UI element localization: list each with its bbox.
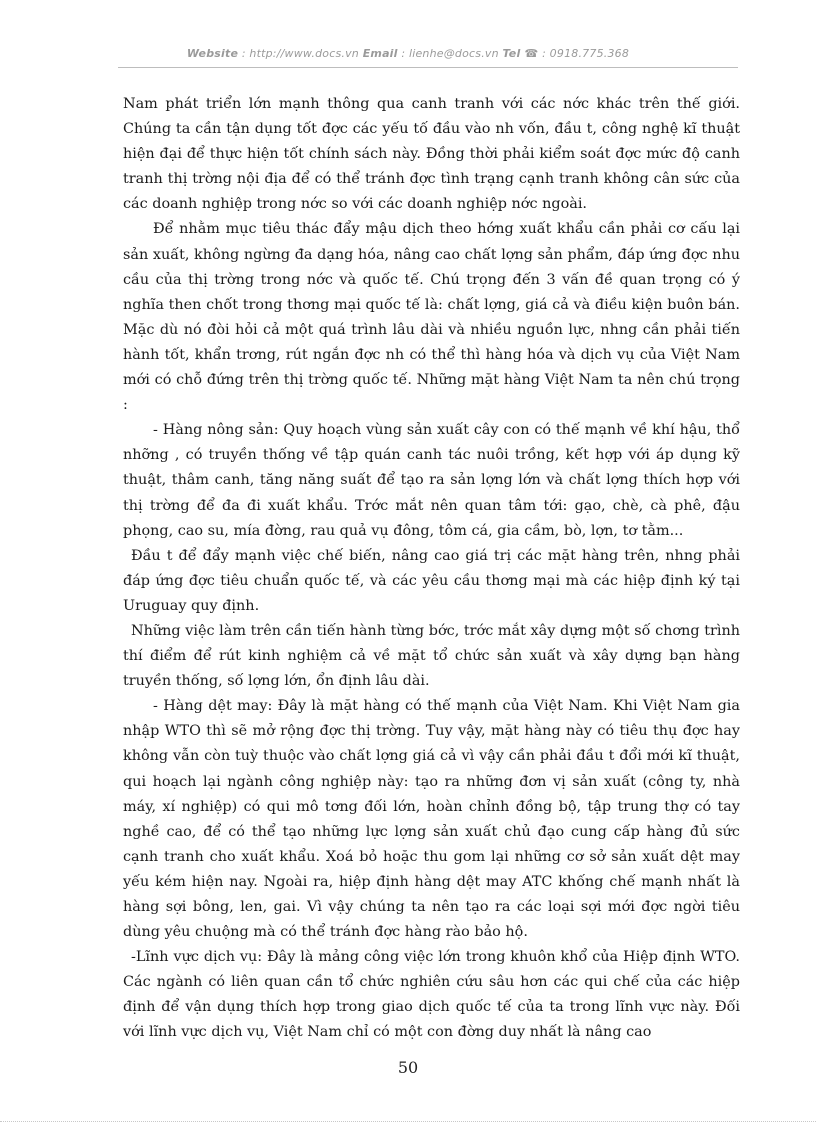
paragraph-1: Nam phát triển lớn mạnh thông qua canh tranh với các nớc khác trên thế giới. Chúng ta cần tận dụng tốt đợc các yếu tố đầu vào nh vốn, đầu t, công nghệ kĩ thuật hiện đại để thực hiện tốt chính sách này. Đồng thời phải kiểm soát đợc mức độ canh tranh thị trờng nội địa để có thể tránh đợc tình trạng cạnh tranh không cân sức của các doanh nghiệp trong nớc so với các doanh nghiệp nớc ngoài. (123, 96, 740, 213)
page-body (123, 92, 740, 1046)
header-divider (118, 67, 738, 68)
paragraph-6: - Hàng dệt may: Đây là mặt hàng có thế mạnh của Việt Nam. Khi Việt Nam gia nhập WTO thì sẽ mở rộng đợc thị trờng. Tuy vậy, mặt hàng này có tiêu thụ đợc hay không vẫn còn tuỳ thuộc vào chất lợng giá cả vì vậy cần phải đầu t đổi mới kĩ thuật, qui hoạch lại ngành công nghiệp này: tạo ra những đơn vị sản xuất (công ty, nhà máy, xí nghiệp) có qui mô tơng đối lớn, hoàn chỉnh đồng bộ, tập trung thợ có tay nghề cao, để có thể tạo những lực lợng sản xuất chủ đạo cung cấp hàng đủ sức cạnh tranh cho xuất khẩu. Xoá bỏ hoặc thu gom lại những cơ sở sản xuất dệt may yếu kém hiện nay. Ngoài ra, hiệp định hàng dệt may ATC khống chế mạnh nhất là hàng sợi bông, len, gai. Vì vậy chúng ta nên tạo ra các loại sợi mới đợc ngời tiêu dùng yêu chuộng mà có thể tránh đợc hàng rào bảo hộ. (123, 698, 740, 941)
email-label: Email (362, 47, 398, 60)
tel-number: : 0918.775.368 (542, 47, 630, 60)
paragraph-2: Để nhằm mục tiêu thác đẩy mậu dịch theo hớng xuất khẩu cần phải cơ cấu lại sản xuất, không ngừng đa dạng hóa, nâng cao chất lợng sản phẩm, đáp ứng đợc nhu cầu của thị trờng trong nớc và quốc tế. Chú trọng đến 3 vấn đề quan trọng có ý nghĩa then chốt trong thơng mại quốc tế là: chất lợng, giá cả và điều kiện buôn bán. Mặc dù nó đòi hỏi cả một quá trình lâu dài và nhiều nguồn lực, nhng cần phải tiến hành tốt, khẩn trơng, rút ngắn đợc nh có thể thì hàng hóa và dịch vụ của Việt Nam mới có chỗ đứng trên thị trờng quốc tế. Những mặt hàng Việt Nam ta nên chú trọng : (123, 221, 740, 414)
tel-label: Tel ☎ (502, 47, 539, 60)
paragraph-4: Đầu t để đẩy mạnh việc chế biến, nâng cao giá trị các mặt hàng trên, nhng phải đáp ứng đợc tiêu chuẩn quốc tế, và các yêu cầu thơng mại mà các hiệp định ký tại Uruguay quy định. (123, 547, 740, 614)
footer-divider (0, 1121, 816, 1122)
website-label: Website (186, 47, 239, 60)
paragraph-3: - Hàng nông sản: Quy hoạch vùng sản xuất cây con có thế mạnh về khí hậu, thổ nhỡng , có truyền thống về tập quán canh tác nuôi trồng, kết hợp với áp dụng kỹ thuật, thâm canh, tăng năng suất để tạo ra sản lợng lớn và chất lợng thích hợp với thị trờng để đa đi xuất khẩu. Trớc mắt nên quan tâm tới: gạo, chè, cà phê, đậu phọng, cao su, mía đờng, rau quả vụ đông, tôm cá, gia cầm, bò, lợn, tơ tằm... (123, 422, 740, 539)
email-address[interactable]: : lienhe@docs.vn (401, 47, 499, 60)
page-header (0, 47, 816, 60)
website-url[interactable]: : http://www.docs.vn (241, 47, 359, 60)
paragraph-5: Những việc làm trên cần tiến hành từng bớc, trớc mắt xây dựng một số chơng trình thí điểm để rút kinh nghiệm cả về mặt tổ chức sản xuất và xây dựng bạn hàng truyền thống, số lợng lớn, ổn định lâu dài. (123, 622, 740, 690)
page-number: 50 (397, 1058, 419, 1077)
paragraph-7: -Lĩnh vực dịch vụ: Đây là mảng công việc lớn trong khuôn khổ của Hiệp định WTO. Các ngành có liên quan cần tổ chức nghiên cứu sâu hơn các qui chế của các hiệp định để vận dụng thích hợp trong giao dịch quốc tế của ta trong lĩnh vực này. Đối với lĩnh vực dịch vụ, Việt Nam chỉ có một con đờng duy nhất là nâng cao (123, 949, 740, 1041)
